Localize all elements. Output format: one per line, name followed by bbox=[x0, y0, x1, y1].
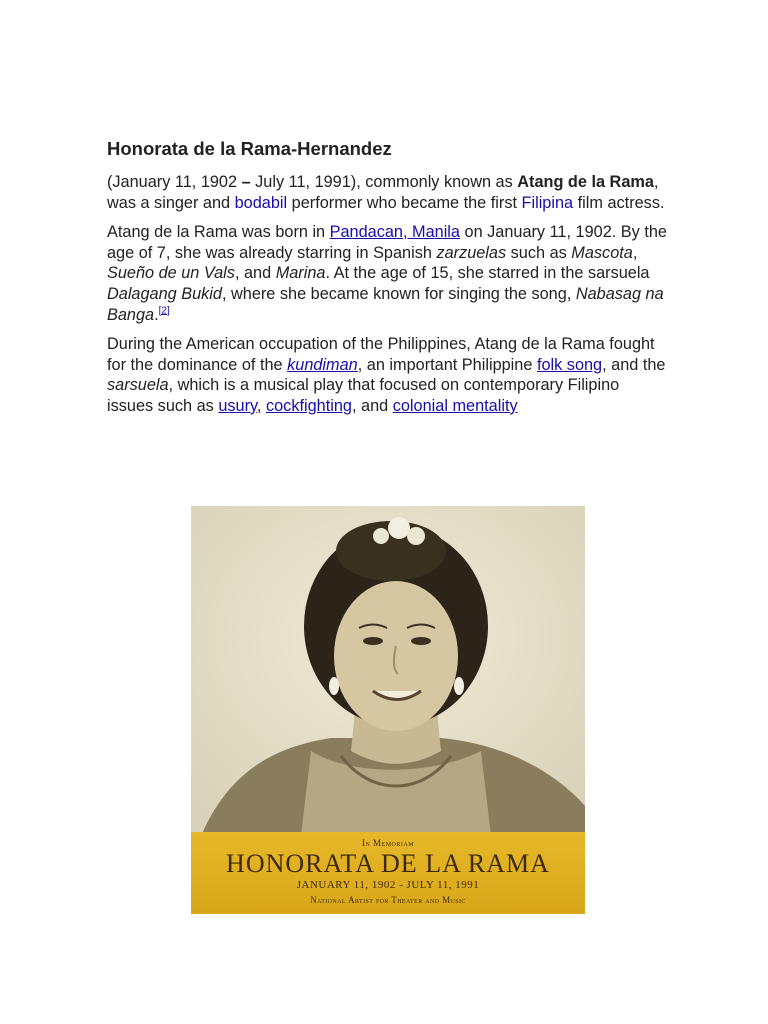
text: . At the age of 15, she starred in the sarsuela bbox=[325, 264, 650, 283]
early-life-paragraph bbox=[107, 222, 667, 325]
text: , an important Philippine bbox=[357, 355, 537, 374]
text: performer who became the first bbox=[287, 193, 522, 212]
occupation-paragraph bbox=[107, 334, 667, 416]
text: on January 11, 1902. By the age of 7, she was already starring in Spanish bbox=[107, 223, 667, 262]
reference-link[interactable]: [2] bbox=[158, 305, 170, 317]
text: , was a singer and bbox=[107, 173, 659, 212]
italic-mascota: Mascota bbox=[571, 243, 633, 262]
poster-name: HONORATA DE LA RAMA bbox=[226, 849, 550, 878]
link-bodabil[interactable]: bodabil bbox=[234, 193, 288, 212]
text: , bbox=[256, 396, 266, 415]
poster-banner bbox=[191, 832, 585, 914]
text: such as bbox=[506, 243, 572, 262]
link-filipina[interactable]: Filipina bbox=[521, 193, 574, 212]
link-kundiman[interactable]: kundiman bbox=[287, 355, 358, 374]
portrait-photo bbox=[191, 506, 585, 836]
link-folk-song[interactable]: folk song bbox=[536, 355, 603, 374]
text: (January 11, 1902 bbox=[107, 173, 242, 191]
text: , and bbox=[234, 264, 276, 283]
bold-name: Atang de la Rama bbox=[517, 173, 654, 191]
text: , and bbox=[351, 396, 393, 415]
italic-dalagang-bukid: Dalagang Bukid bbox=[107, 284, 222, 303]
italic-zarzuelas: zarzuelas bbox=[436, 243, 507, 262]
link-pandacan-manila[interactable]: Pandacan, Manila bbox=[329, 223, 460, 242]
poster-dates: JANUARY 11, 1902 - JULY 11, 1991 bbox=[296, 879, 480, 891]
dash: – bbox=[241, 173, 251, 191]
poster-memoriam-text: In Memoriam bbox=[361, 838, 415, 848]
poster-award: National Artist for Theater and Music bbox=[310, 895, 466, 905]
italic-sarsuela: sarsuela bbox=[107, 376, 169, 395]
article-title: Honorata de la Rama-Hernandez bbox=[107, 138, 392, 159]
italic-sueno: Sueño de un Vals bbox=[107, 264, 235, 283]
intro-paragraph bbox=[107, 172, 667, 213]
text: , where she became known for singing the song, bbox=[221, 284, 576, 303]
link-cockfighting[interactable]: cockfighting bbox=[265, 396, 352, 415]
text: , bbox=[632, 243, 638, 262]
italic-marina: Marina bbox=[275, 264, 326, 283]
text: July 11, 1991), commonly known as bbox=[250, 173, 518, 191]
link-usury[interactable]: usury bbox=[218, 396, 257, 415]
text: film actress. bbox=[573, 193, 665, 212]
text: , and the bbox=[602, 355, 666, 374]
text: During the American occupation of the Philippines, Atang de la Rama fought for the dominance of the bbox=[107, 335, 655, 374]
text: , which is a musical play that focused on contemporary Filipino issues such as bbox=[107, 376, 620, 415]
link-colonial-mentality[interactable]: colonial mentality bbox=[392, 396, 518, 415]
text: . bbox=[154, 305, 159, 324]
memorial-poster bbox=[191, 506, 585, 914]
text: Atang de la Rama was born in bbox=[107, 223, 330, 242]
italic-nabasag: Nabasag na Banga bbox=[107, 284, 664, 324]
article bbox=[107, 138, 667, 426]
